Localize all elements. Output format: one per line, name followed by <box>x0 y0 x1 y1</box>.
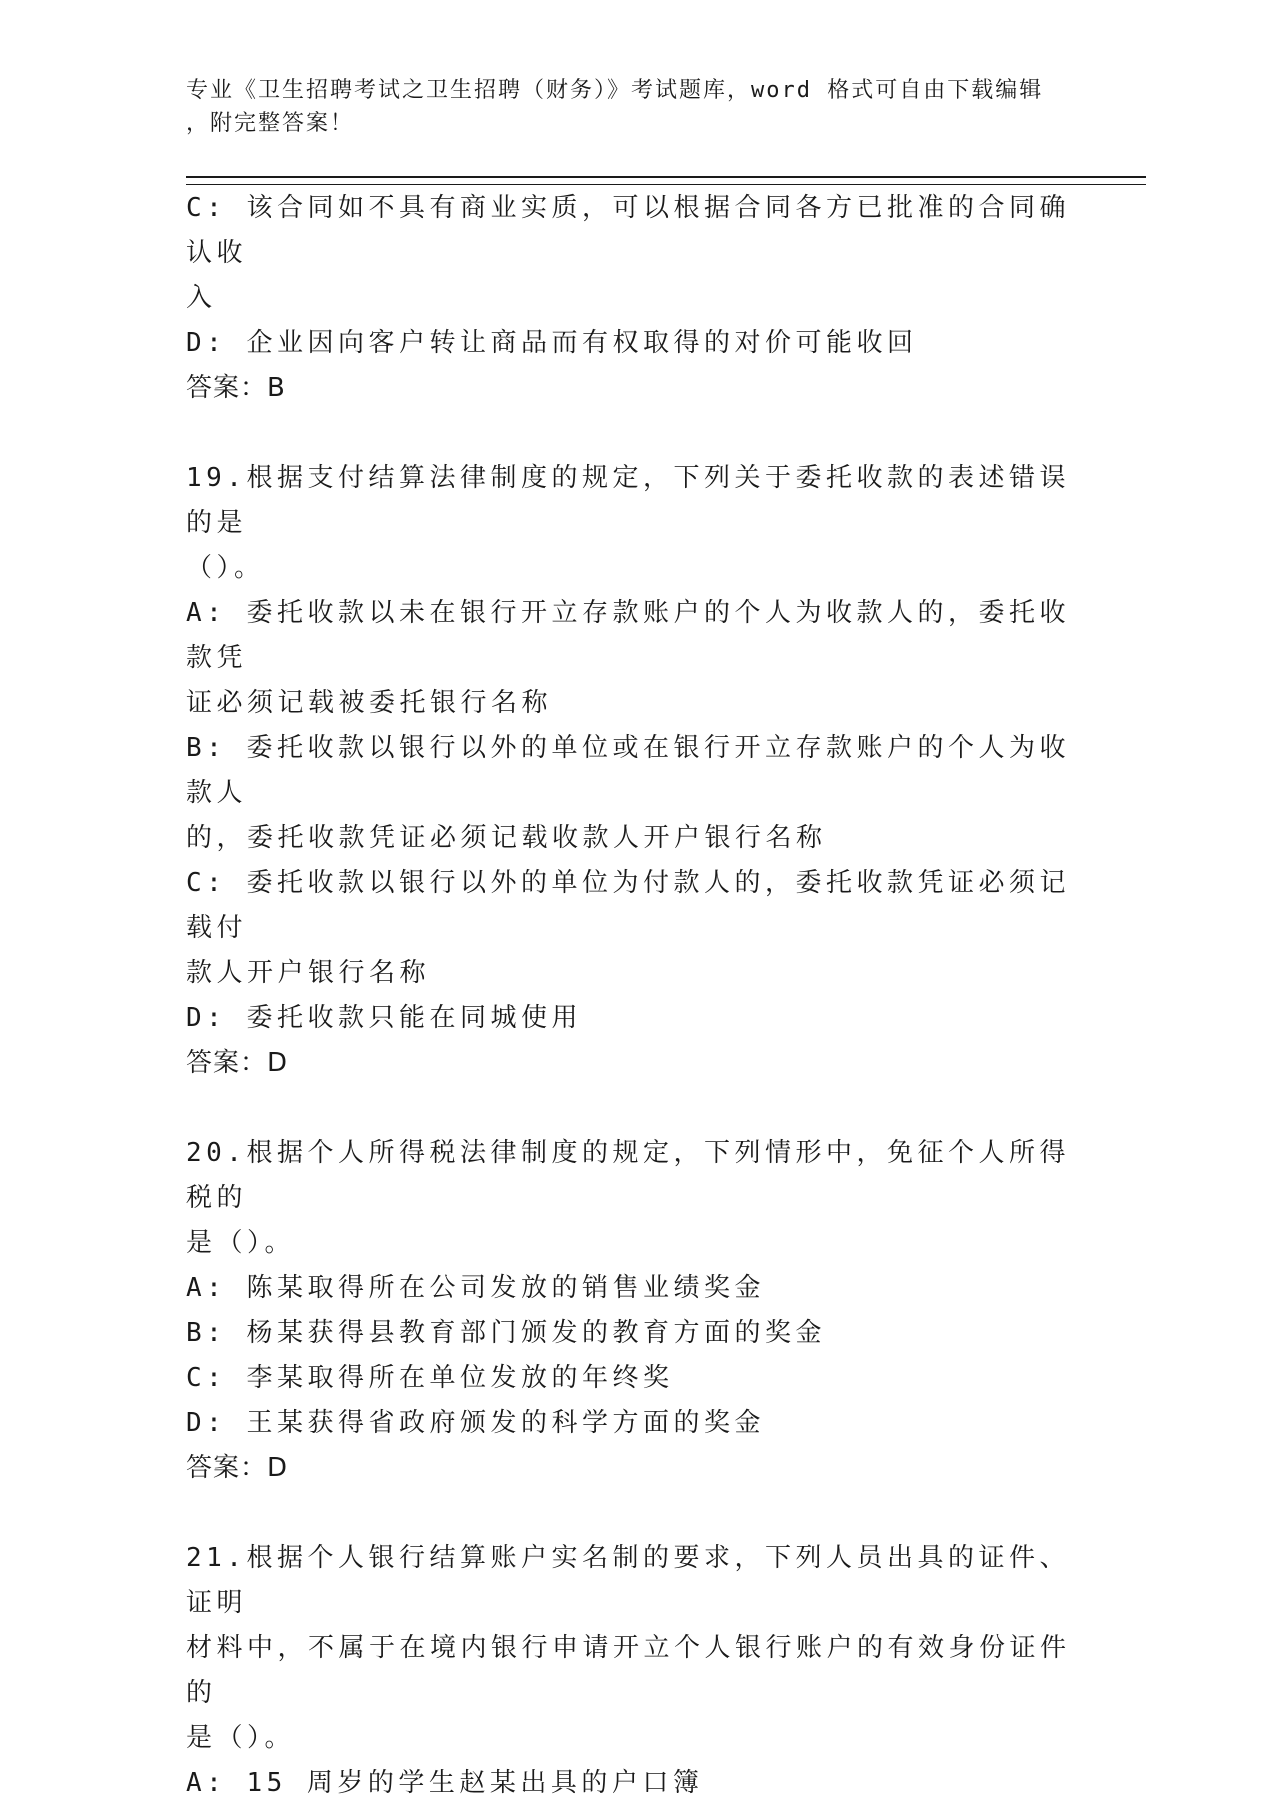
question-stem-continued: 材料中，不属于在境内银行申请开立个人银行账户的有效身份证件的 <box>186 1633 1071 1708</box>
option-a: A: 委托收款以未在银行开立存款账户的个人为收款人的，委托收款凭 <box>186 598 1070 673</box>
question-21 <box>186 1536 1086 1806</box>
question-stem: 19.根据支付结算法律制度的规定，下列关于委托收款的表述错误的是 <box>186 463 1070 538</box>
option-c: C: 委托收款以银行以外的单位为付款人的，委托收款凭证必须记载付 <box>186 868 1070 943</box>
header-divider <box>186 176 1146 185</box>
header-line-2: ，附完整答案！ <box>186 111 355 136</box>
option-d: D: 企业因向客户转让商品而有权取得的对价可能收回 <box>186 328 918 358</box>
option-b-continued: 的，委托收款凭证必须记载收款人开户银行名称 <box>186 823 827 853</box>
option-c-continued: 入 <box>186 283 217 313</box>
question-stem: 21.根据个人银行结算账户实名制的要求，下列人员出具的证件、证明 <box>186 1543 1070 1618</box>
answer: 答案：D <box>186 1453 289 1483</box>
option-a: A: 15 周岁的学生赵某出具的户口簿 <box>186 1768 704 1798</box>
question-stem-continued: 是（）。 <box>186 1723 296 1753</box>
question-content <box>186 186 1086 1806</box>
option-a: A: 陈某取得所在公司发放的销售业绩奖金 <box>186 1273 765 1303</box>
option-c-continued: 款人开户银行名称 <box>186 958 431 988</box>
option-b: B: 杨某获得县教育部门颁发的教育方面的奖金 <box>186 1318 826 1348</box>
option-d: D: 委托收款只能在同城使用 <box>186 1003 582 1033</box>
spacer <box>186 1491 1086 1536</box>
option-a-continued: 证必须记载被委托银行名称 <box>186 688 553 718</box>
option-c: C: 李某取得所在单位发放的年终奖 <box>186 1363 674 1393</box>
question-stem: 20.根据个人所得税法律制度的规定，下列情形中，免征个人所得税的 <box>186 1138 1070 1213</box>
option-c: C: 该合同如不具有商业实质，可以根据合同各方已批准的合同确认收 <box>186 193 1070 268</box>
prev-question <box>186 186 1086 411</box>
spacer <box>186 1086 1086 1131</box>
spacer <box>186 411 1086 456</box>
question-19 <box>186 456 1086 1086</box>
option-d: D: 王某获得省政府颁发的科学方面的奖金 <box>186 1408 765 1438</box>
question-stem-continued: 是（）。 <box>186 1228 296 1258</box>
page-header <box>186 74 1066 140</box>
question-stem-continued: （）。 <box>186 553 265 583</box>
question-20 <box>186 1131 1086 1491</box>
option-b: B: 委托收款以银行以外的单位或在银行开立存款账户的个人为收款人 <box>186 733 1070 808</box>
answer: 答案：D <box>186 1048 289 1078</box>
answer: 答案：B <box>186 373 286 403</box>
header-line-1: 专业《卫生招聘考试之卫生招聘（财务）》考试题库，word 格式可自由下载编辑 <box>186 78 1044 103</box>
